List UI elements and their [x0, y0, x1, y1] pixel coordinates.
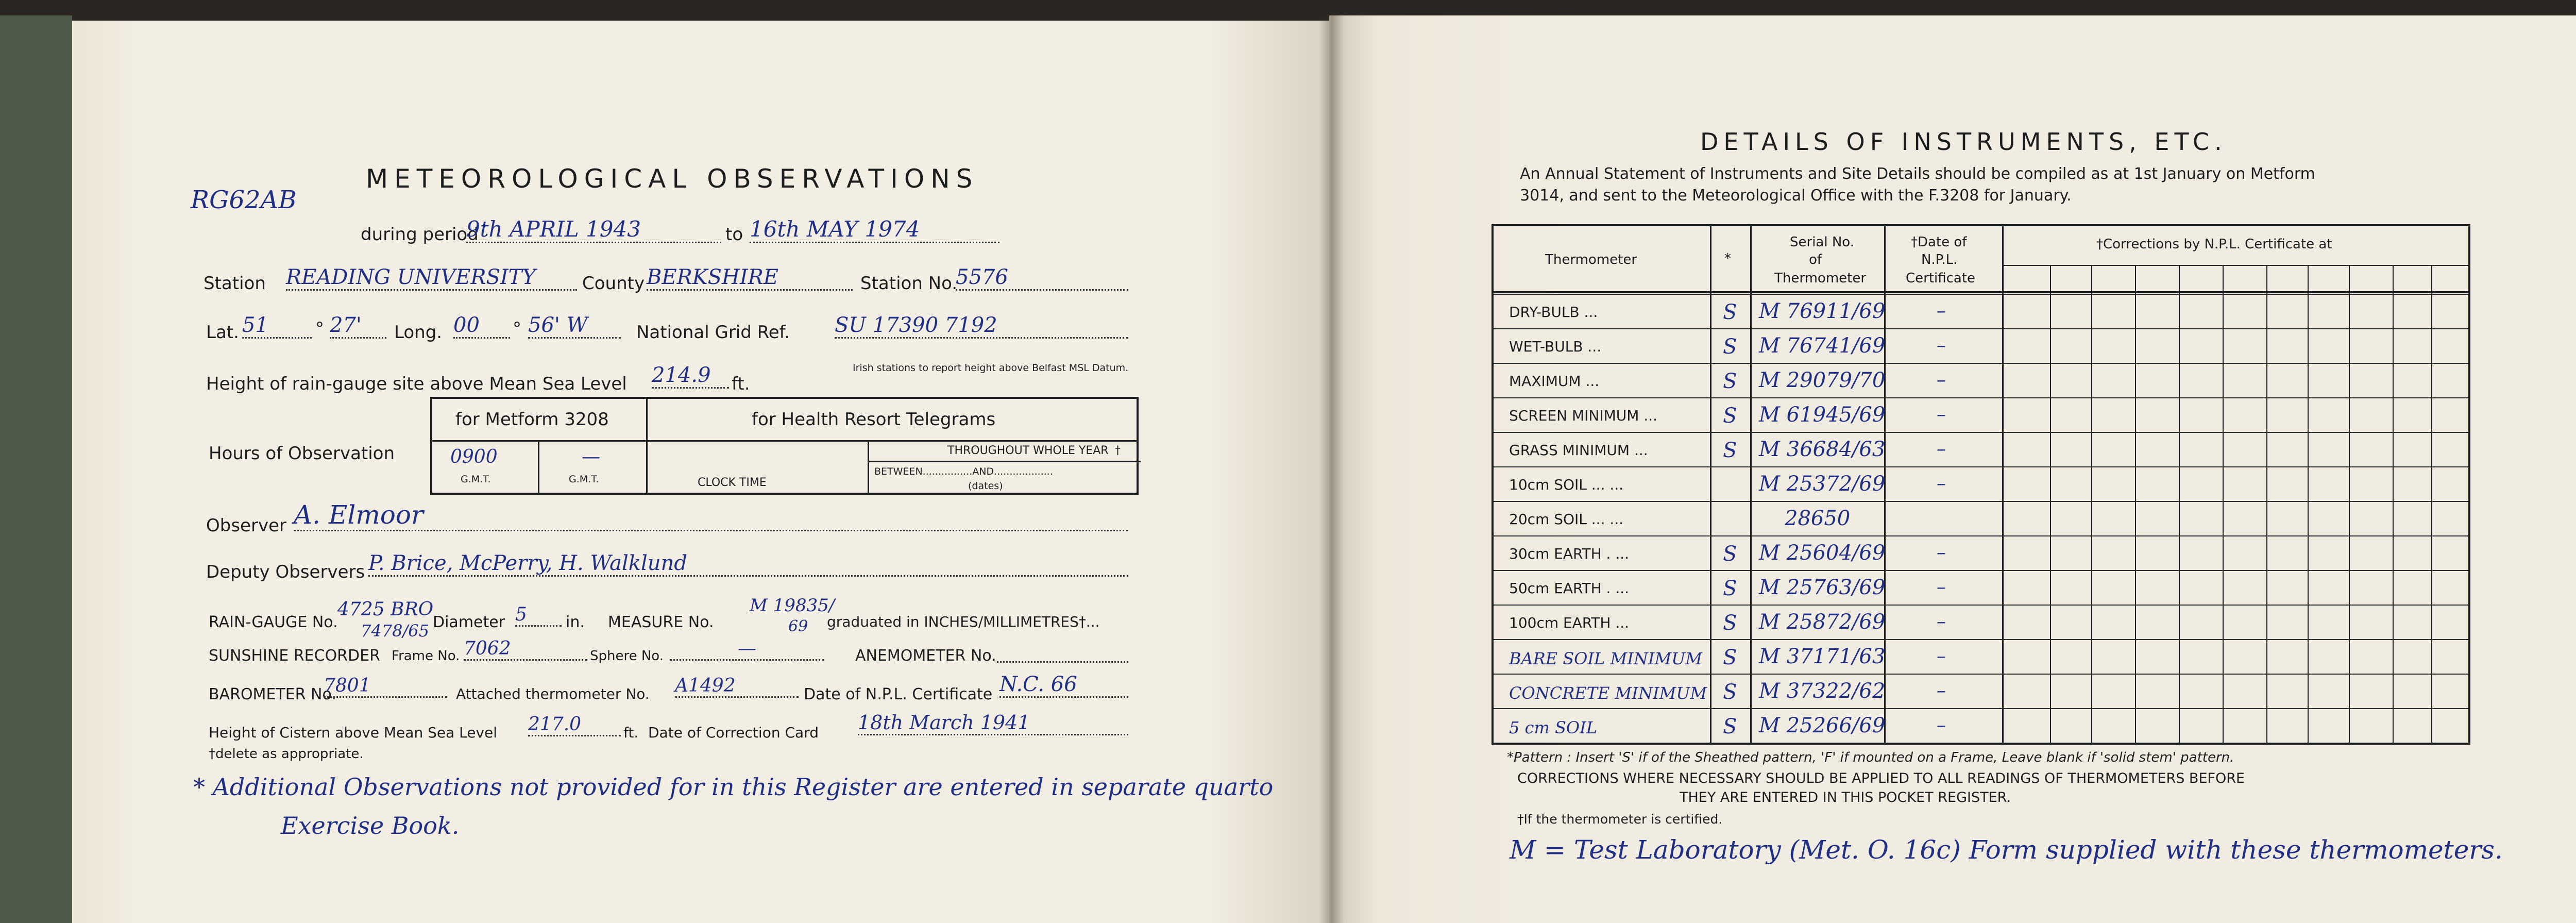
diameter-value: 5: [515, 604, 562, 627]
period-label: during period: [361, 224, 479, 245]
left-page-title: METEOROLOGICAL OBSERVATIONS: [366, 164, 979, 194]
lat-deg: 51: [242, 313, 312, 339]
height-label: Height of rain-gauge site above Mean Sea Level: [206, 374, 627, 394]
hours-value-1: 0900: [450, 446, 498, 467]
long-min: 56' W: [528, 313, 621, 339]
row-divider: [1494, 535, 2468, 536]
pattern-value: S: [1723, 680, 1737, 704]
serial-value: M 36684/63: [1759, 438, 1886, 461]
intro-line-1: An Annual Statement of Instruments and Site Details should be compiled as at 1st January on Metform: [1520, 165, 2315, 183]
pattern-value: S: [1723, 646, 1737, 669]
ref-code: RG62AB: [191, 186, 297, 214]
hours-box: [430, 397, 1139, 495]
serial-value: 28650: [1785, 507, 1851, 530]
serial-value: M 25266/69: [1759, 714, 1886, 737]
observer-value: A. Elmoor: [294, 500, 1128, 531]
table-row: [1494, 641, 2468, 675]
frame-value: 7062: [464, 638, 587, 661]
right-page-title: DETAILS OF INSTRUMENTS, ETC.: [1700, 128, 2227, 156]
thermometer-name: 30cm EARTH . ...: [1509, 545, 1630, 562]
cistern-label: Height of Cistern above Mean Sea Level: [209, 724, 498, 741]
sphere-value: —: [670, 638, 824, 661]
hdr-npl-1: †Date of: [1911, 234, 1967, 250]
pattern-value: S: [1723, 404, 1737, 428]
serial-value: M 25763/69: [1759, 576, 1886, 599]
row-divider: [1494, 397, 2468, 398]
diameter-label: Diameter: [433, 613, 505, 631]
book-cover-edge-left: [0, 15, 72, 923]
barometer-label: BAROMETER No.: [209, 685, 336, 703]
observer-label: Observer: [206, 515, 286, 536]
rain-gauge-value-2: 7478/65: [361, 621, 429, 641]
npl-date-value: –: [1937, 715, 1946, 736]
row-divider: [1494, 432, 2468, 433]
table-row: [1494, 572, 2468, 606]
station-value: READING UNIVERSITY: [286, 265, 577, 291]
thermometer-name: MAXIMUM ...: [1509, 373, 1600, 390]
lat-min: 27': [330, 313, 386, 339]
hdr-corrections: †Corrections by N.P.L. Certificate at: [2096, 237, 2332, 252]
table-row: [1494, 710, 2468, 744]
thermometer-name: 5 cm SOIL: [1509, 718, 1598, 737]
npl-date-label: Date of N.P.L. Certificate: [804, 685, 993, 703]
table-row: [1494, 330, 2468, 364]
handwritten-note-1: * Additional Observations not provided for in this Register are entered in separate quarto: [193, 773, 1274, 801]
height-unit: ft.: [732, 374, 750, 394]
pattern-value: S: [1723, 577, 1737, 600]
long-degree-sign: °: [513, 318, 521, 339]
thermometer-name: CONCRETE MINIMUM: [1509, 683, 1707, 703]
hdr-serial-2: of: [1809, 252, 1822, 267]
pattern-value: S: [1723, 611, 1737, 635]
rain-gauge-value: 4725 BRO: [337, 599, 434, 620]
npl-date-value: –: [1937, 335, 1946, 356]
thermometer-name: DRY-BULB ...: [1509, 304, 1598, 321]
gmt-label-1: G.M.T.: [461, 474, 491, 485]
serial-value: M 76911/69: [1759, 299, 1886, 323]
serial-value: M 61945/69: [1759, 403, 1886, 427]
hours-label: Hours of Observation: [209, 443, 395, 464]
irish-note: Irish stations to report height above Belfast MSL Datum.: [853, 362, 1129, 374]
clock-time: CLOCK TIME: [698, 476, 767, 489]
anemometer-blank: [997, 658, 1128, 663]
thermometer-name: 100cm EARTH ...: [1509, 614, 1630, 631]
lat-degree-sign: °: [315, 318, 324, 339]
serial-value: M 25604/69: [1759, 541, 1886, 565]
graduated-label: graduated in INCHES/MILLIMETRES†...: [827, 613, 1100, 630]
npl-date-value: –: [1937, 473, 1946, 494]
sphere-label: Sphere No.: [590, 648, 664, 664]
thermometer-name: GRASS MINIMUM ...: [1509, 442, 1648, 459]
pattern-value: S: [1723, 715, 1737, 739]
row-divider: [1494, 328, 2468, 329]
table-row: [1494, 606, 2468, 641]
npl-date-value: –: [1937, 404, 1946, 425]
npl-date-value: N.C. 66: [999, 673, 1128, 698]
throughout-label: THROUGHOUT WHOLE YEAR: [947, 444, 1109, 457]
npl-date-value: –: [1937, 300, 1946, 322]
thermometer-name: BARE SOIL MINIMUM: [1509, 649, 1703, 668]
instruments-table: [1492, 224, 2470, 745]
row-divider: [1494, 570, 2468, 571]
long-deg: 00: [453, 313, 510, 339]
certified-note: †If the thermometer is certified.: [1517, 812, 1723, 827]
row-divider: [1494, 708, 2468, 709]
hdr-pattern: *: [1724, 251, 1731, 266]
row-divider: [1494, 674, 2468, 675]
station-no-label: Station No.: [860, 273, 958, 294]
for-health: for Health Resort Telegrams: [752, 409, 996, 430]
county-value: BERKSHIRE: [647, 265, 853, 291]
measure-label: MEASURE No.: [608, 613, 714, 631]
table-row: [1494, 295, 2468, 330]
correction-card-label: Date of Correction Card: [648, 724, 819, 741]
diameter-unit: in.: [566, 613, 585, 631]
correction-card-value: 18th March 1941: [858, 711, 1128, 735]
table-row: [1494, 433, 2468, 468]
cistern-unit: ft.: [623, 724, 639, 741]
thermometer-name: SCREEN MINIMUM ...: [1509, 407, 1658, 424]
pattern-value: S: [1723, 300, 1737, 324]
throughout-dagger: †: [1115, 444, 1121, 457]
period-to-label: to: [725, 224, 743, 245]
npl-date-value: –: [1937, 439, 1946, 460]
serial-value: M 37322/62: [1759, 679, 1886, 703]
lat-label: Lat.: [206, 322, 239, 343]
row-divider: [1494, 466, 2468, 467]
dates-label: (dates): [968, 480, 1003, 492]
measure-value-2: 69: [788, 617, 808, 635]
hdr-serial-3: Thermometer: [1774, 271, 1867, 286]
rain-gauge-label: RAIN-GAUGE No.: [209, 613, 338, 631]
table-row: [1494, 675, 2468, 710]
delete-note: †delete as appropriate.: [209, 746, 364, 762]
frame-label: Frame No.: [392, 648, 460, 664]
gmt-label-2: G.M.T.: [569, 474, 599, 485]
for-metform: for Metform 3208: [455, 409, 609, 430]
thermometer-name: 10cm SOIL ... ...: [1509, 476, 1624, 493]
book-gutter: [1319, 15, 1345, 923]
npl-date-value: –: [1937, 646, 1946, 667]
hours-value-2: —: [582, 446, 600, 467]
serial-value: M 76741/69: [1759, 334, 1886, 358]
grid-ref-value: SU 17390 7192: [835, 313, 1128, 339]
station-no-value: 5576: [956, 265, 1128, 291]
intro-line-2: 3014, and sent to the Meteorological Office with the F.3208 for January.: [1520, 187, 2072, 205]
row-divider: [1494, 294, 2468, 295]
npl-date-value: –: [1937, 680, 1946, 701]
station-label: Station: [204, 273, 266, 294]
deputy-label: Deputy Observers: [206, 562, 365, 582]
pattern-value: S: [1723, 439, 1737, 462]
anemometer-label: ANEMOMETER No.: [855, 647, 996, 665]
pattern-value: S: [1723, 370, 1737, 393]
county-label: County: [582, 273, 645, 294]
hdr-npl-3: Certificate: [1906, 271, 1976, 286]
npl-date-value: –: [1937, 542, 1946, 563]
table-row: [1494, 399, 2468, 433]
table-row: [1494, 537, 2468, 572]
table-row: [1494, 468, 2468, 502]
deputy-value: P. Brice, McPerry, H. Walklund: [368, 551, 1128, 577]
sunshine-label: SUNSHINE RECORDER: [209, 647, 380, 665]
footnote-pattern: *Pattern : Insert 'S' if of the Sheathed pattern, 'F' if mounted on a Frame, Leave blank if 'solid stem' pattern.: [1507, 750, 2234, 765]
thermometer-name: 50cm EARTH . ...: [1509, 580, 1630, 597]
handwritten-footer: M = Test Laboratory (Met. O. 16c) Form supplied with these thermometers.: [1510, 835, 2503, 865]
pattern-value: S: [1723, 335, 1737, 359]
serial-value: M 25372/69: [1759, 472, 1886, 496]
handwritten-note-2: Exercise Book.: [281, 812, 460, 840]
thermometer-name: 20cm SOIL ... ...: [1509, 511, 1624, 528]
between-label: BETWEEN................AND...................: [874, 466, 1053, 477]
pattern-value: S: [1723, 542, 1737, 566]
hdr-serial-1: Serial No.: [1790, 234, 1854, 250]
attached-label: Attached thermometer No.: [456, 685, 650, 702]
attached-value: A1492: [675, 675, 799, 698]
table-row: [1494, 364, 2468, 399]
hdr-thermometer: Thermometer: [1545, 252, 1637, 267]
serial-value: M 29079/70: [1759, 368, 1886, 392]
hdr-npl-2: N.P.L.: [1921, 252, 1958, 267]
corrections-note-1: CORRECTIONS WHERE NECESSARY SHOULD BE APPLIED TO ALL READINGS OF THERMOMETERS BEFORE: [1517, 770, 2245, 786]
period-from: 9th APRIL 1943: [466, 216, 721, 243]
height-value: 214.9: [652, 363, 729, 389]
long-label: Long.: [394, 322, 443, 343]
row-divider: [1494, 363, 2468, 364]
period-to: 16th MAY 1974: [750, 216, 999, 243]
corrections-note-2: THEY ARE ENTERED IN THIS POCKET REGISTER.: [1680, 790, 2011, 805]
measure-value: M 19835/: [750, 595, 835, 616]
row-divider: [1494, 639, 2468, 640]
table-row: [1494, 502, 2468, 537]
row-divider: [1494, 605, 2468, 606]
serial-value: M 37171/63: [1759, 645, 1886, 668]
row-divider: [1494, 501, 2468, 502]
npl-date-value: –: [1937, 611, 1946, 632]
grid-ref-label: National Grid Ref.: [636, 322, 790, 343]
npl-date-value: –: [1937, 370, 1946, 391]
barometer-value: 7801: [324, 675, 447, 698]
npl-date-value: –: [1937, 577, 1946, 598]
serial-value: M 25872/69: [1759, 610, 1886, 634]
thermometer-name: WET-BULB ...: [1509, 338, 1602, 355]
cistern-value: 217.0: [528, 714, 621, 736]
